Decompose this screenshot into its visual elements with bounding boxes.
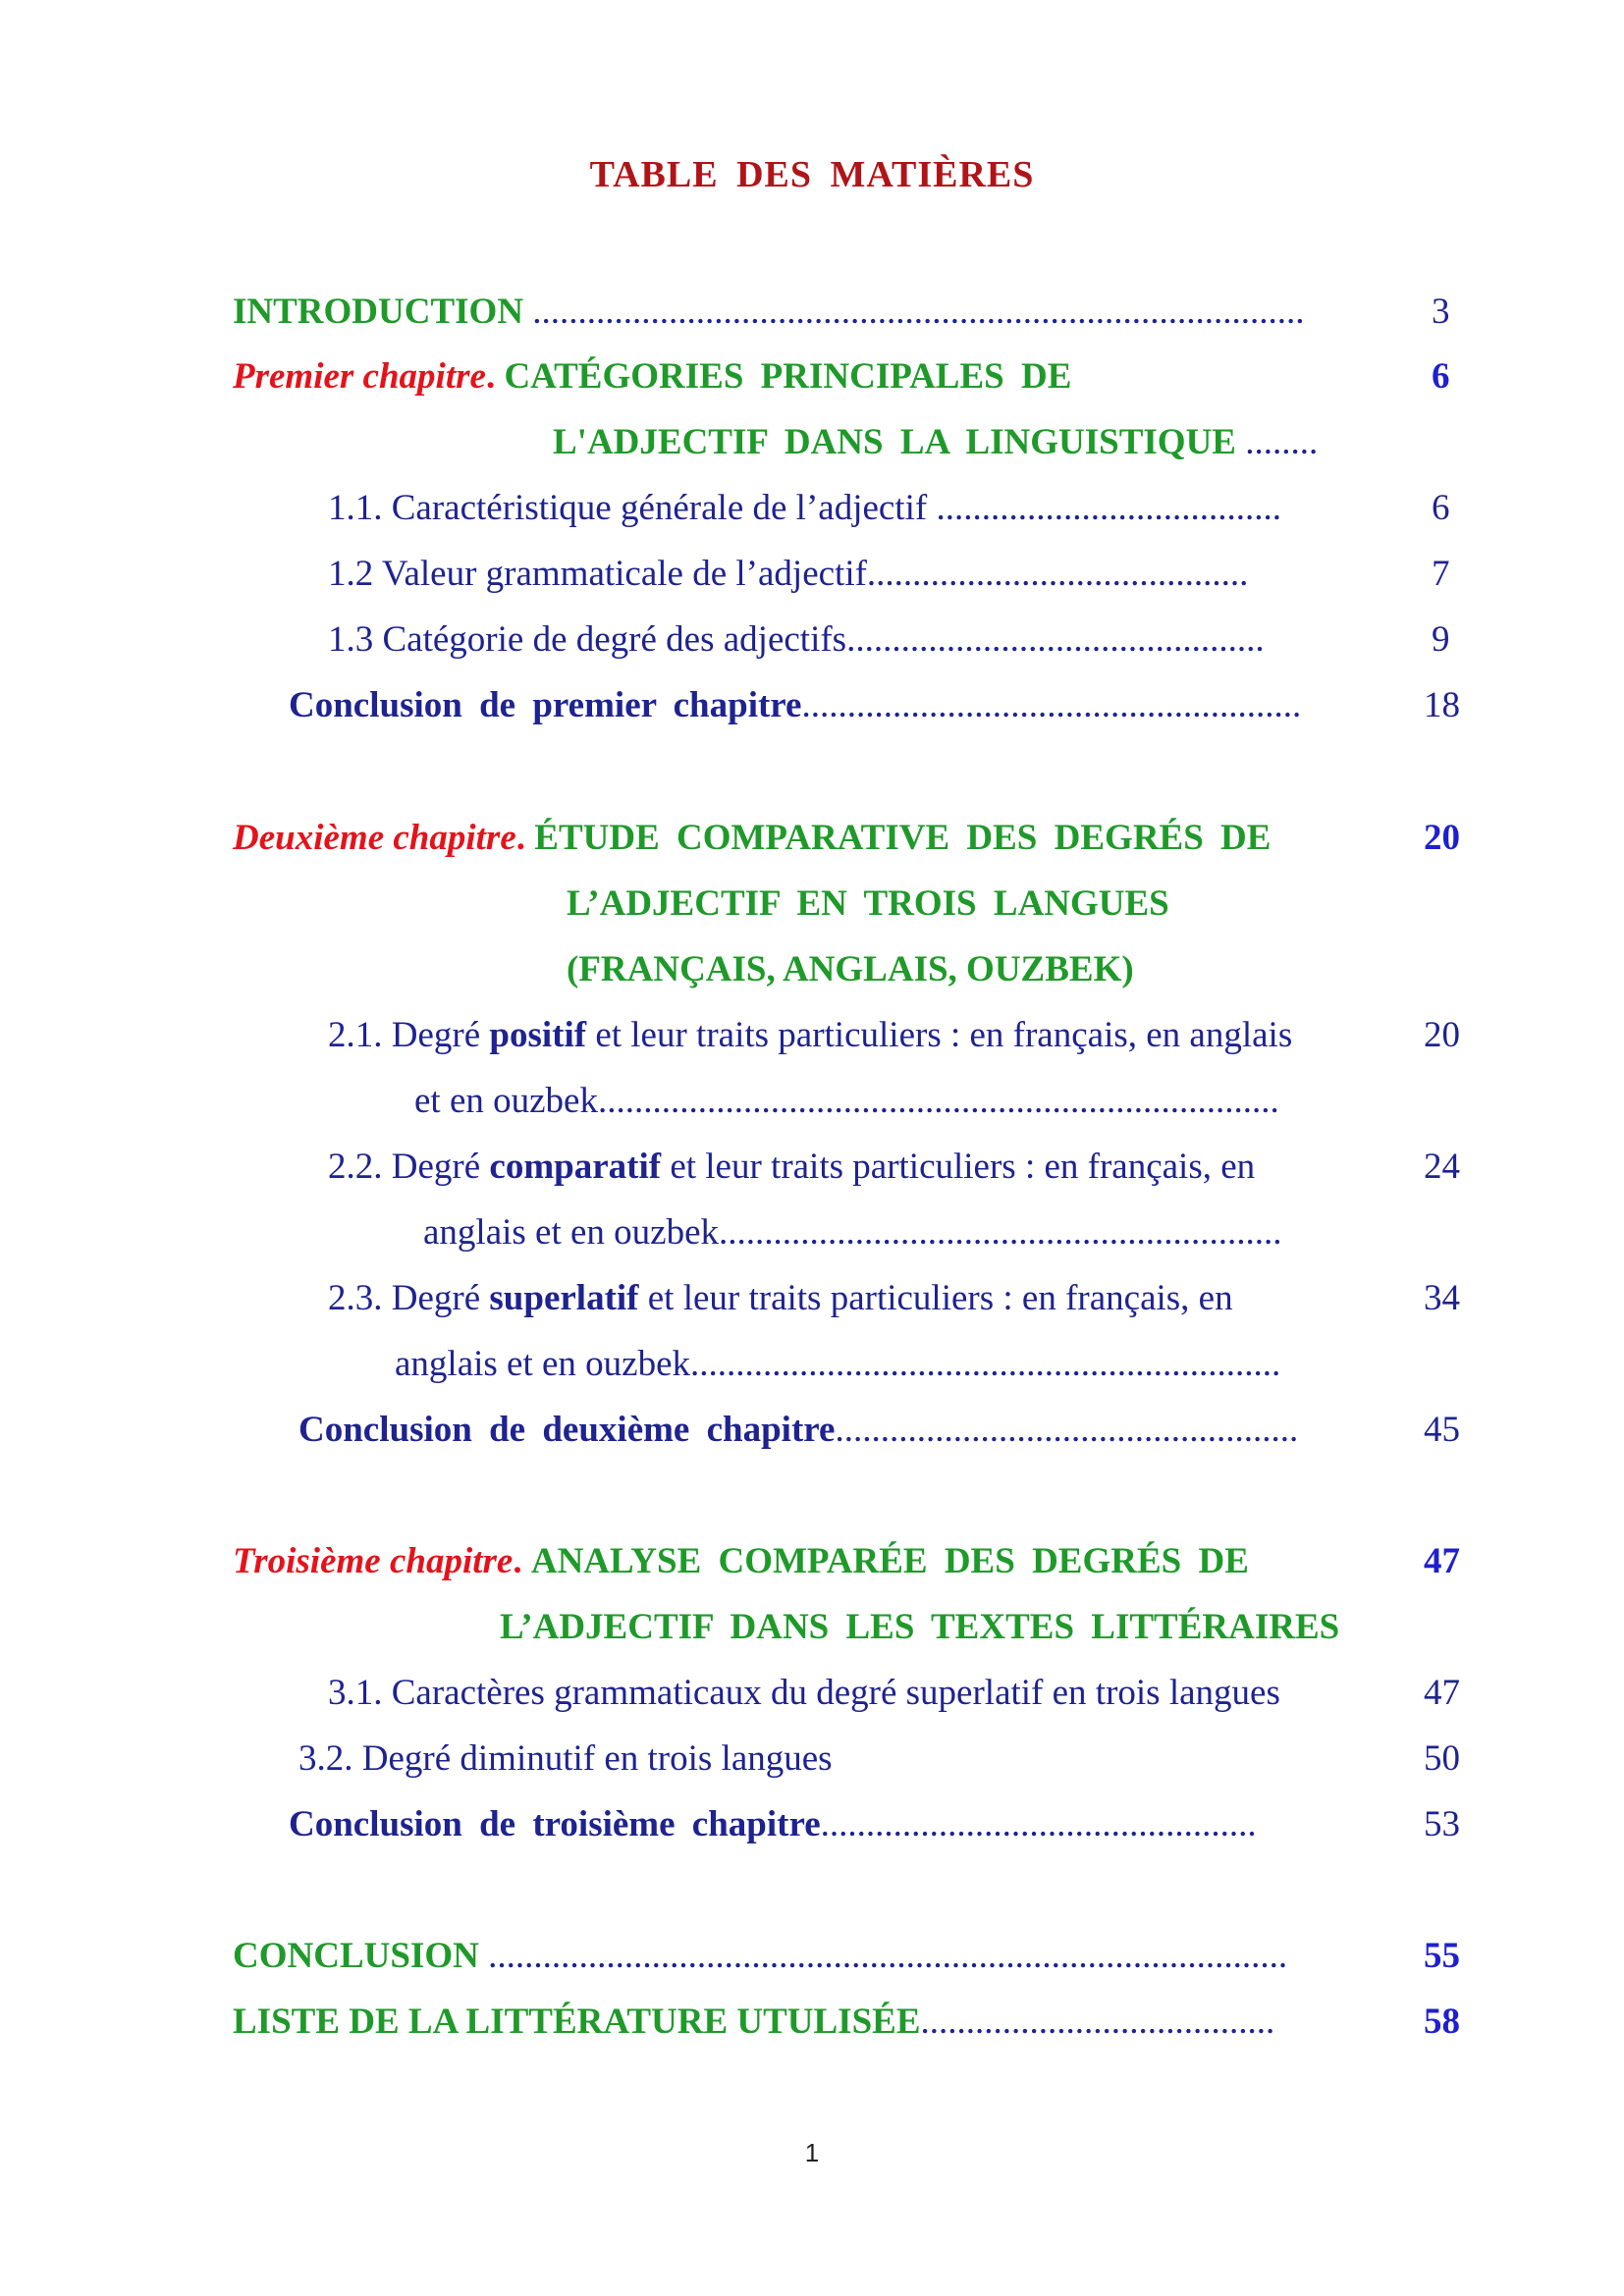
- leader-dots: ................................................: [820, 1804, 1257, 1844]
- entry-label: Conclusion de deuxième chapitre: [298, 1410, 836, 1450]
- leader-dots: .......................................: [920, 2002, 1275, 2042]
- leader-dots: ........................................................................................: [478, 1936, 1288, 1976]
- toc-conclusion-ch3: [289, 1801, 1257, 1848]
- page-number: 58: [1424, 2002, 1460, 2042]
- toc-section-2-1: 2.1. Degré positif et leur traits particuliers : en français, en anglais: [328, 1015, 1293, 1055]
- entry-label: CONCLUSION: [233, 1936, 479, 1976]
- toc-chapter-1-title-cont: [553, 419, 1318, 466]
- chapter-title: ANALYSE COMPARÉE DES DEGRÉS DE: [530, 1541, 1249, 1581]
- toc-chapter-3-title-cont: L’ADJECTIF DANS LES TEXTES LITTÉRAIRES: [500, 1607, 1340, 1647]
- chapter-title: L'ADJECTIF DANS LA LINGUISTIQUE: [553, 422, 1236, 462]
- page-footer-number: 1: [804, 2138, 820, 2167]
- term: superlatif: [489, 1278, 639, 1318]
- toc-section-2-3-cont: anglais et en ouzbek.................................................................: [395, 1344, 1281, 1384]
- toc-entry-bibliography: [233, 1999, 1274, 2046]
- chapter-title: CATÉGORIES PRINCIPALES DE: [504, 356, 1072, 397]
- entry-label: LISTE DE LA LITTÉRATURE UTULISÉE: [233, 2002, 921, 2042]
- toc-entry-conclusion: [233, 1933, 1287, 1980]
- page-number: 34: [1424, 1278, 1460, 1318]
- toc-chapter-1: Premier chapitre. CATÉGORIES PRINCIPALES DE: [233, 356, 1072, 397]
- toc-section-1-3: 1.3 Catégorie de degré des adjectifs..............................................: [328, 619, 1265, 660]
- page-number: 18: [1424, 685, 1460, 725]
- page-number: 50: [1424, 1738, 1460, 1779]
- page-number: 7: [1432, 554, 1450, 594]
- entry-label: Conclusion de troisième chapitre: [289, 1804, 821, 1844]
- page-number: 47: [1424, 1673, 1460, 1713]
- chapter-title: ÉTUDE COMPARATIVE DES DEGRÉS DE: [534, 818, 1272, 858]
- toc-section-1-2: 1.2 Valeur grammaticale de l’adjectif..........................................: [328, 554, 1249, 594]
- page-number: 24: [1424, 1147, 1460, 1187]
- page-number: 47: [1424, 1541, 1460, 1581]
- chapter-prefix: Troisième chapitre: [233, 1541, 514, 1581]
- page-number: 6: [1432, 356, 1450, 397]
- page-number: 6: [1432, 488, 1450, 528]
- page-number: 20: [1424, 818, 1460, 858]
- toc-conclusion-ch1: [289, 682, 1301, 729]
- toc-chapter-2: Deuxième chapitre. ÉTUDE COMPARATIVE DES DEGRÉS DE: [233, 818, 1272, 858]
- toc-section-2-1-cont: et en ouzbek...........................................................................: [414, 1081, 1279, 1121]
- page-title: TABLE DES MATIÈRES: [589, 154, 1035, 195]
- page-number: 3: [1432, 292, 1450, 332]
- toc-section-2-2: 2.2. Degré comparatif et leur traits particuliers : en français, en: [328, 1147, 1256, 1187]
- page-number: 55: [1424, 1936, 1460, 1976]
- page-number: 20: [1424, 1015, 1460, 1055]
- chapter-prefix: Deuxième chapitre: [233, 818, 516, 858]
- leader-dots: ...................................................: [835, 1410, 1299, 1450]
- chapter-prefix: Premier chapitre: [233, 356, 486, 397]
- entry-label: Conclusion de premier chapitre: [289, 685, 802, 725]
- toc-section-3-1: 3.1. Caractères grammaticaux du degré superlatif en trois langues: [328, 1673, 1280, 1713]
- toc-chapter-2-title-cont: (FRANÇAIS, ANGLAIS, OUZBEK): [567, 949, 1134, 989]
- entry-label: INTRODUCTION: [233, 292, 524, 332]
- toc-chapter-2-title-cont: L’ADJECTIF EN TROIS LANGUES: [567, 883, 1169, 924]
- toc-chapter-3: Troisième chapitre. ANALYSE COMPARÉE DES DEGRÉS DE: [233, 1541, 1249, 1581]
- toc-section-1-1: 1.1. Caractéristique générale de l’adjectif ......................................: [328, 488, 1281, 528]
- toc-section-2-2-cont: anglais et en ouzbek..............................................................: [423, 1212, 1282, 1253]
- page-number: 45: [1424, 1410, 1460, 1450]
- toc-section-3-2: 3.2. Degré diminutif en trois langues: [298, 1738, 833, 1779]
- leader-dots: .......................................................: [801, 685, 1302, 725]
- leader-dots: ........: [1235, 422, 1319, 462]
- toc-entry-introduction: [233, 289, 1305, 336]
- page-number: 53: [1424, 1804, 1460, 1844]
- term: comparatif: [489, 1147, 662, 1187]
- toc-section-2-3: 2.3. Degré superlatif et leur traits particuliers : en français, en: [328, 1278, 1233, 1318]
- term: positif: [489, 1015, 587, 1055]
- page-number: 9: [1432, 619, 1450, 660]
- leader-dots: .....................................................................................: [523, 292, 1305, 332]
- toc-conclusion-ch2: [298, 1407, 1298, 1454]
